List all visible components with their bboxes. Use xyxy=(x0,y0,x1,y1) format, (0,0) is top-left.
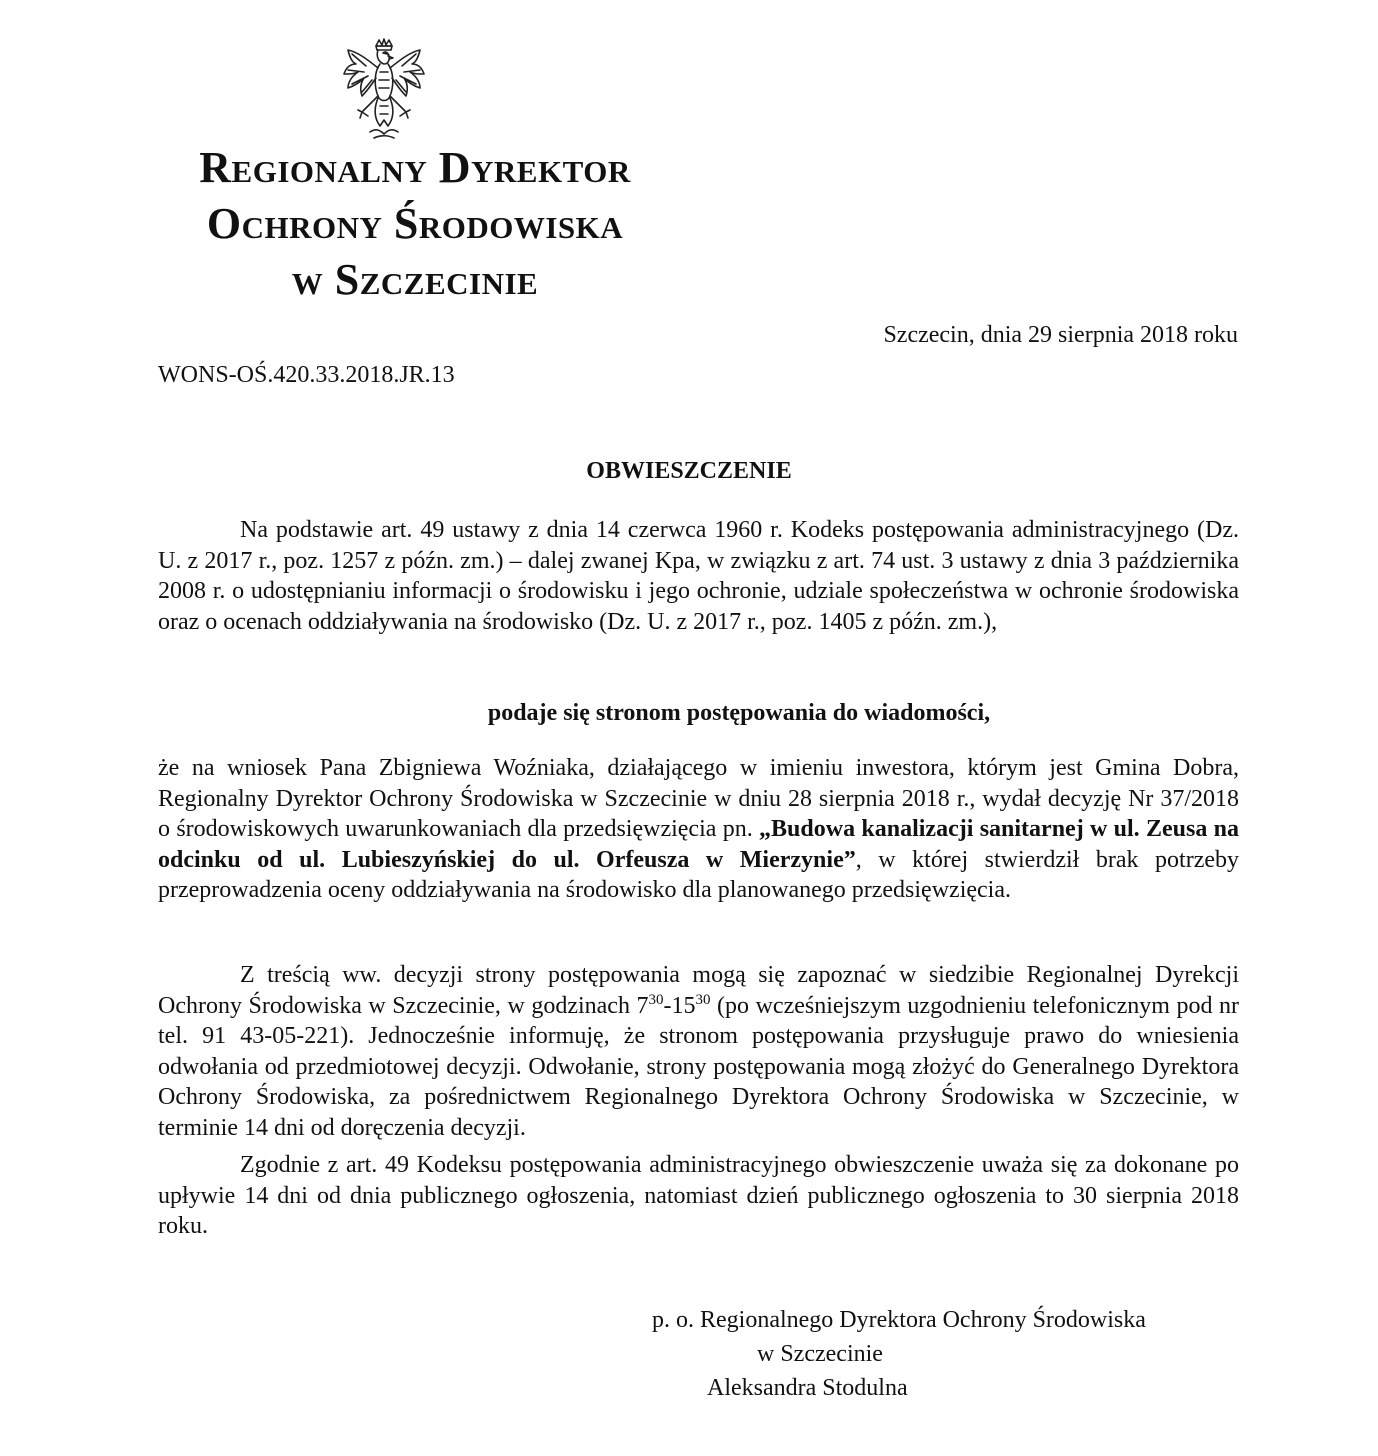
announcement-line xyxy=(0,700,1378,727)
issuer-line-1: Regionalny Dyrektor xyxy=(199,143,631,192)
issuer-heading xyxy=(150,140,680,308)
hours-sup-1: 30 xyxy=(648,991,664,1008)
decision-text-1: że na wniosek Pana Zbigniewa Woźniaka, działającego w imieniu inwestora, którym jest Gmina Dobra, Regionalny Dyrektor Ochrony Środowiska w Szczecinie w dniu 28 sierpnia 2018 r., wydał decyzję Nr 37/2018 o środowiskowych uwarunkowaniach dla przedsięwzięcia pn. xyxy=(158,755,1239,842)
signature-line-2: w Szczecinie xyxy=(757,1341,883,1367)
access-text-2: (po wcześniejszym uzgodnieniu telefonicznym pod nr tel. 91 43-05-221). Jednocześnie informuję, że stronom postępowania przysługuje prawo do wniesienia odwołania od przedmiotowej decyzji. Odwołanie, strony postępowania mogą złożyć do Generalnego Dyrektora Ochrony Środowiska, za pośrednictwem Regionalnego Dyrektora Ochrony Środowiska w Szczecinie, w terminie 14 dni od doręczenia decyzji. xyxy=(158,992,1239,1141)
signature-block xyxy=(652,1303,1146,1405)
signatory-name: Aleksandra Stodulna xyxy=(707,1375,908,1401)
access-paragraph xyxy=(158,960,1239,1143)
announcement-text: podaje się stronom postępowania do wiadomości, xyxy=(487,700,991,726)
hours-sup-2: 30 xyxy=(695,991,711,1008)
place-and-date: Szczecin, dnia 29 sierpnia 2018 roku xyxy=(883,322,1238,348)
reference-number: WONS-OŚ.420.33.2018.JR.13 xyxy=(158,362,455,388)
decision-paragraph xyxy=(158,753,1239,906)
notice-effective-paragraph: Zgodnie z art. 49 Kodeksu postępowania administracyjnego obwieszczenie uważa się za dokonane po upływie 14 dni od dnia publicznego ogłoszenia, natomiast dzień publicznego ogłoszenia to 30 sierpnia 2018 roku. xyxy=(158,1152,1239,1239)
document-title: OBWIESZCZENIE xyxy=(586,458,792,484)
hours-dash: -15 xyxy=(663,992,696,1019)
issuer-line-3: w Szczecinie xyxy=(291,255,539,304)
legal-basis-paragraph: Na podstawie art. 49 ustawy z dnia 14 czerwca 1960 r. Kodeks postępowania administracyjnego (Dz. U. z 2017 r., poz. 1257 z późn. zm.) – dalej zwanej Kpa, w związku z art. 74 ust. 3 ustawy z dnia 3 października 2008 r. o udostępnianiu informacji o środowisku i jego ochronie, udziale społeczeństwa w ochronie środowiska oraz o ocenach oddziaływania na środowisko (Dz. U. z 2017 r., poz. 1405 z późn. zm.), xyxy=(158,517,1239,635)
signature-line-1: p. o. Regionalnego Dyrektora Ochrony Środowiska xyxy=(652,1307,1146,1333)
issuer-line-2: Ochrony Środowiska xyxy=(206,199,624,248)
decision-text-2: , w której stwierdził brak potrzeby przeprowadzenia oceny oddziaływania na środowisko dla planowanego przedsięwzięcia. xyxy=(158,846,1240,903)
polish-eagle-emblem-icon xyxy=(340,38,428,142)
project-name: „Budowa kanalizacji sanitarnej w ul. Zeusa na odcinku od ul. Lubieszyńskiej do ul. Orfeusza w Mierzynie” xyxy=(158,816,1239,873)
access-text-1: Z treścią ww. decyzji strony postępowania mogą się zapoznać w siedzibie Regionalnej Dyrekcji Ochrony Środowiska w Szczecinie, w godzinach 7 xyxy=(158,962,1239,1019)
